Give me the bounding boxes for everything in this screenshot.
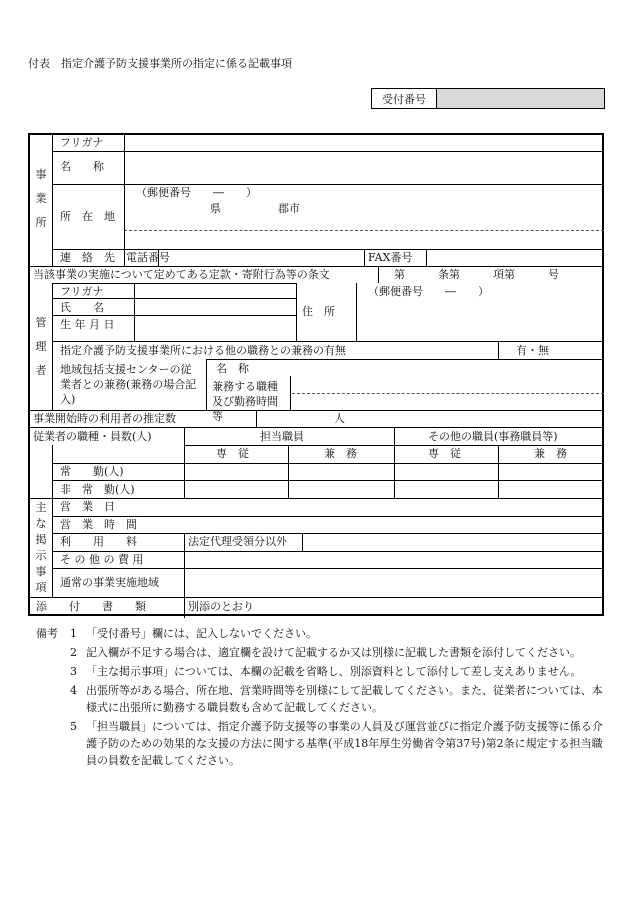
sonota-kenmu-header: 兼 務 — [534, 447, 567, 460]
notes-section — [36, 625, 606, 771]
jigyosho-ken-text: 県 — [210, 202, 221, 215]
jigyosho-tel-label: 電話番号 — [126, 251, 170, 264]
eigyojikan-label: 営 業 時 間 — [60, 518, 137, 531]
jigyosho-address-label: 所 在 地 — [60, 210, 115, 223]
jigyosho-postal-text: （郵便番号 ― ） — [136, 186, 257, 199]
notes-head: 備考 — [36, 627, 58, 640]
kanrisha-umu-value: 有・無 — [516, 344, 549, 357]
note-text: 「主な掲示事項」については、本欄の記載を省略し、別添資料として添付して差し支えありません。 — [86, 665, 582, 678]
kanrisha-name-label: 氏 名 — [60, 301, 104, 314]
jigyosho-furigana-label: フリガナ — [60, 136, 104, 149]
note-number: 4 — [70, 684, 77, 697]
note-number: 2 — [70, 646, 77, 659]
keiji-section-label: 主な掲示事項 — [35, 501, 47, 594]
tenpu-label: 添 付 書 類 — [36, 600, 146, 613]
note-item — [36, 663, 606, 680]
teikan-value: 第 条第 項第 号 — [394, 268, 559, 281]
note-text: 出張所等がある場合、所在地、営業時間等を別様にして記載してください。また、従業者については、本様式に出張所に勤務する職員数も含めて記載してください。 — [86, 684, 603, 714]
riyosha-label: 事業開始時の利用者の推定数 — [33, 412, 176, 425]
note-text: 「担当職員」については、指定介護予防支援等の事業の人員及び運営並びに指定介護予防支援等に係る介護予防のための効果的な支援の方法に関する基準(平成18年厚生労働省令第37号)第2条に規定する担当職員の員数を記載してください。 — [86, 720, 603, 767]
jigyosho-fax-label: FAX番号 — [368, 251, 413, 264]
note-number: 5 — [70, 720, 77, 733]
hotei-label: 法定代理受領分以外 — [188, 535, 287, 548]
jigyosho-name-label: 名 称 — [60, 160, 104, 173]
kanrisha-section-label: 管理者 — [35, 316, 47, 377]
application-form-table — [28, 133, 604, 616]
tenpu-value: 別添のとおり — [188, 600, 254, 613]
note-item — [36, 718, 606, 769]
jigyosho-gunshi-text: 郡市 — [278, 202, 300, 215]
jugyosha-label: 従業者の職種・員数(人) — [33, 430, 152, 443]
kanrisha-postal-text: （郵便番号 ― ） — [368, 285, 489, 298]
riyoryo-label: 利 用 料 — [60, 535, 137, 548]
chiiki-label: 通常の事業実施地域 — [60, 576, 159, 589]
note-text: 「受付番号」欄には、記入しないでください。 — [86, 627, 317, 640]
teikan-label: 当該事業の実施について定めてある定款・寄附行為等の条文 — [33, 268, 330, 281]
tanto-kenmu-header: 兼 務 — [324, 447, 357, 460]
kanrisha-address-label: 住 所 — [302, 305, 335, 318]
eigyobi-label: 営 業 日 — [60, 500, 115, 513]
sonota-senju-header: 専 従 — [428, 447, 461, 460]
kanrisha-kenmu-label: 指定介護予防支援事業所における他の職務との兼務の有無 — [60, 344, 346, 357]
hijokin-label: 非 常 勤(人) — [60, 483, 135, 496]
riyosha-unit: 人 — [334, 412, 345, 425]
note-text: 記入欄が不足する場合は、適宜欄を設けて記載するか又は別様に記載した書類を添付してください。 — [86, 646, 581, 659]
jigyosho-contact-label: 連 絡 先 — [60, 251, 115, 264]
kanrisha-chiiki-label: 地域包括支援センターの従業者との兼務(兼務の場合記入) — [60, 363, 197, 406]
sonota-hiyo-label: そ の 他 の 費 用 — [60, 553, 144, 566]
kanrisha-meisho-label: 名 称 — [216, 362, 249, 375]
note-number: 1 — [70, 627, 77, 640]
tanto-header: 担当職員 — [260, 430, 304, 443]
receipt-number-field — [437, 89, 604, 108]
note-item — [36, 625, 606, 642]
jigyosho-section-label: 事業所 — [35, 168, 47, 229]
note-item — [36, 644, 606, 661]
kanrisha-shokushu-label: 兼務する職種及び勤務時間等 — [212, 380, 278, 423]
receipt-number-box — [371, 88, 605, 109]
kanrisha-birth-label: 生 年 月 日 — [60, 318, 115, 331]
tanto-senju-header: 専 従 — [216, 447, 249, 460]
receipt-number-label: 受付番号 — [372, 89, 437, 108]
jokin-label: 常 勤(人) — [60, 465, 124, 478]
kanrisha-furigana-label: フリガナ — [60, 285, 104, 298]
sonota-header: その他の職員(事務職員等) — [428, 430, 558, 443]
form-title: 付表 指定介護予防支援事業所の指定に係る記載事項 — [28, 57, 292, 70]
note-item — [36, 682, 606, 716]
note-number: 3 — [70, 665, 77, 678]
